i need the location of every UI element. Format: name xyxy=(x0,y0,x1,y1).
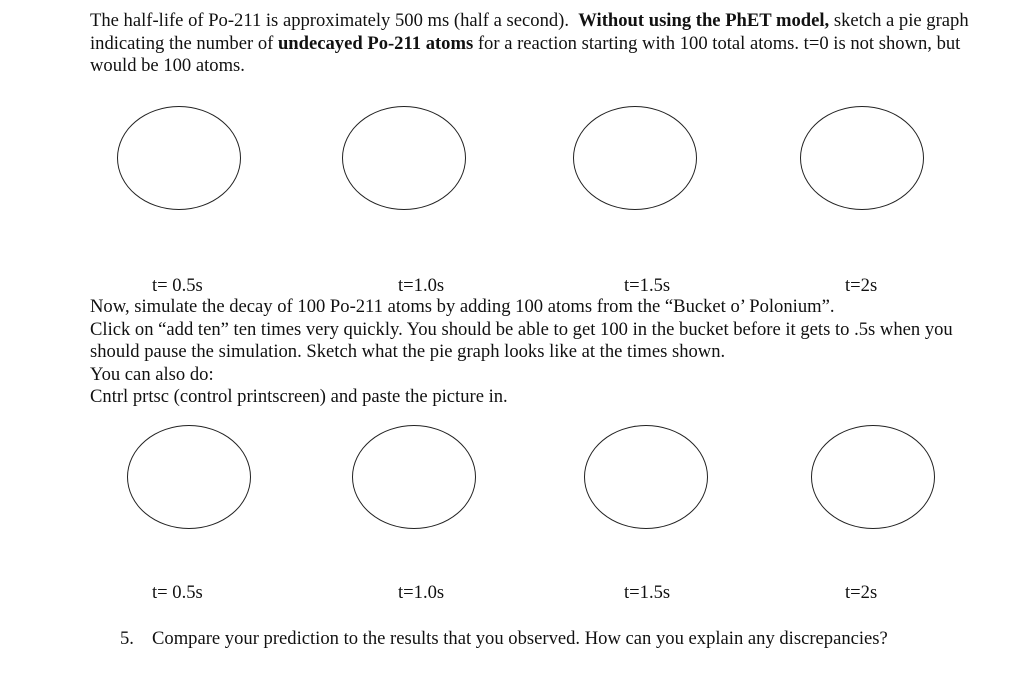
prediction-pie-circle-4[interactable] xyxy=(800,106,924,210)
prediction-time-label-3: t=1.5s xyxy=(624,275,671,296)
intro-text-2: sketch a pie graph indicating the number of xyxy=(90,10,969,54)
observed-time-label-2: t=1.0s xyxy=(398,582,445,603)
observed-time-label-1: t= 0.5s xyxy=(152,582,203,603)
prediction-pie-circle-1[interactable] xyxy=(117,106,241,210)
intro-bold-undecayed: undecayed Po-211 atoms xyxy=(277,32,474,54)
prediction-time-label-2: t=1.0s xyxy=(398,275,445,296)
intro-paragraph xyxy=(90,10,980,78)
observed-pie-circle-1[interactable] xyxy=(127,425,251,529)
question-5-text: Compare your prediction to the results that you observed. How can you explain any discrepancies? xyxy=(152,628,888,649)
intro-text-3: for a reaction starting with 100 total atoms. t=0 is not shown, but would be 100 atoms. xyxy=(90,32,961,76)
prediction-time-label-1: t= 0.5s xyxy=(152,275,203,296)
simulation-line-2: Click on “add ten” ten times very quickly. You should be able to get 100 in the bucket before it gets to .5s when you should pause the simulation. Sketch what the pie graph looks like at the times shown. xyxy=(90,318,953,362)
question-5-number: 5. xyxy=(120,628,134,649)
intro-bold-warning: Without using the PhET model, xyxy=(578,10,830,31)
observed-time-label-4: t=2s xyxy=(845,582,878,603)
observed-pie-circle-4[interactable] xyxy=(811,425,935,529)
prediction-time-label-4: t=2s xyxy=(845,275,878,296)
simulation-instructions xyxy=(90,296,980,409)
simulation-line-3: You can also do: xyxy=(90,363,214,385)
simulation-line-1: Now, simulate the decay of 100 Po-211 atoms by adding 100 atoms from the “Bucket o’ Polonium”. xyxy=(90,296,835,317)
observed-pie-circle-2[interactable] xyxy=(352,425,476,529)
observed-pie-circle-3[interactable] xyxy=(584,425,708,529)
observed-time-label-3: t=1.5s xyxy=(624,582,671,603)
intro-text-1: The half-life of Po-211 is approximately 500 ms (half a second). xyxy=(90,10,569,31)
prediction-pie-circle-2[interactable] xyxy=(342,106,466,210)
prediction-pie-circle-3[interactable] xyxy=(573,106,697,210)
simulation-line-4: Cntrl prtsc (control printscreen) and paste the picture in. xyxy=(90,386,508,407)
